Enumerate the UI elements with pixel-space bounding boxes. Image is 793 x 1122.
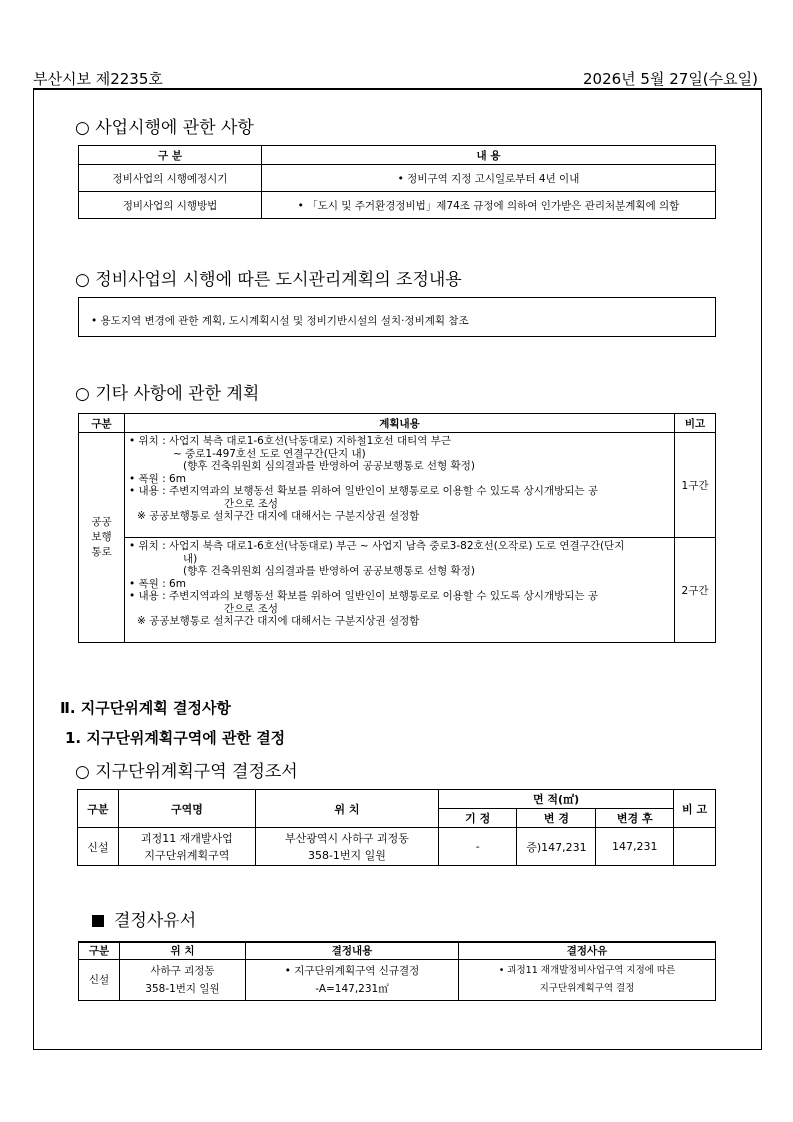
location-line: 사하구 괴정동	[150, 964, 215, 977]
plan-line: 간으로 조성	[224, 602, 279, 615]
plan-line: ※ 공공보행통로 설치구간 대지에 대해서는 구분지상권 설정함	[137, 615, 420, 627]
location-line: 358-1번지 일원	[145, 982, 220, 995]
plan-line: • 폭원 : 6m	[129, 472, 186, 485]
plan-line: • 위치 : 사업지 북측 대로1-6호선(낙동대로) 부근 ~ 사업지 남측 중로3-82호선(오작로) 도로 연결구간(단지	[129, 540, 625, 552]
row-location	[120, 959, 246, 1000]
content-line: -A=147,231㎡	[315, 982, 389, 995]
plan-content-1	[125, 433, 675, 538]
content-line: • 지구단위계획구역 신규결정	[284, 964, 420, 977]
location-line: 부산광역시 사하구 괴정동	[285, 831, 409, 845]
row-category: 신설	[78, 828, 119, 866]
row-location	[255, 828, 438, 866]
plan-content-2	[125, 538, 675, 643]
header-location: 위 치	[120, 942, 246, 959]
plan-line: • 위치 : 사업지 북측 대로1-6호선(낙동대로) 지하철1호선 대티역 부근	[129, 435, 452, 447]
header-note: 비 고	[674, 790, 716, 828]
row-content	[246, 959, 459, 1000]
name-line: 괴정11 재개발사업	[140, 831, 233, 845]
category-line: 공공	[91, 516, 112, 528]
location-line: 358-1번지 일원	[307, 848, 386, 862]
urban-plan-box: • 용도지역 변경에 관한 계획, 도시계획시설 및 정비기반시설의 설치·정비계획 참조	[78, 297, 716, 337]
plan-line: • 내용 : 주변지역과의 보행동선 확보를 위하여 일반인이 보행통로로 이용할 수 있도록 상시개방되는 공	[129, 485, 598, 497]
row-label: 정비사업의 시행예정시기	[79, 165, 262, 192]
plan-line: (향후 건축위원회 심의결과를 반영하여 공공보행통로 선형 확정)	[183, 460, 475, 472]
plan-note-1: 1구간	[675, 433, 716, 538]
district-table	[77, 789, 716, 866]
row-content: • 정비구역 지정 고시일로부터 4년 이내	[262, 165, 716, 192]
header-category: 구분	[79, 414, 125, 433]
header-plan: 계획내용	[125, 414, 675, 433]
header-location: 위 치	[255, 790, 438, 828]
row-change: 증)147,231	[517, 828, 596, 866]
reason-table	[78, 941, 716, 1001]
section-business-title: ○ 사업시행에 관한 사항	[75, 118, 254, 138]
category-cell	[79, 433, 125, 643]
plan-line: ※ 공공보행통로 설치구간 대지에 대해서는 구분지상권 설정함	[137, 510, 420, 522]
section-2-title: Ⅱ. 지구단위계획 결정사항	[60, 699, 231, 717]
header-after: 변경 후	[596, 809, 674, 828]
row-name	[118, 828, 255, 866]
plan-line: • 폭원 : 6m	[129, 577, 186, 590]
header-category: 구분	[79, 942, 120, 959]
bulletin-title: 부산시보 제2235호	[33, 70, 163, 88]
row-content: • 「도시 및 주거환경정비법」제74조 규정에 의하여 인가받은 관리처분계획에 의함	[262, 192, 716, 219]
row-reason	[459, 959, 716, 1000]
row-existing: -	[438, 828, 517, 866]
reason-title-text: 결정사유서	[114, 911, 197, 931]
plan-line: ~ 중로1-497호선 도로 연결구간(단지 내)	[173, 447, 366, 460]
plan-line: 간으로 조성	[224, 497, 279, 510]
other-plan-table	[78, 413, 716, 643]
bulletin-date: 2026년 5월 27일(수요일)	[583, 70, 758, 88]
reason-line: • 괴정11 재개발정비사업구역 지정에 따른	[498, 964, 676, 976]
row-label: 정비사업의 시행방법	[79, 192, 262, 219]
header-reason: 결정사유	[459, 942, 716, 959]
plan-line: (향후 건축위원회 심의결과를 반영하여 공공보행통로 선형 확정)	[183, 565, 475, 577]
header-area: 면 적(㎡)	[438, 790, 673, 809]
plan-line: 내)	[183, 552, 198, 565]
plan-note-2: 2구간	[675, 538, 716, 643]
header-content: 결정내용	[246, 942, 459, 959]
row-category: 신설	[79, 959, 120, 1000]
section-2-1-1-title: ○ 지구단위계획구역 결정조서	[75, 762, 298, 782]
square-bullet-icon	[92, 915, 104, 927]
section-other-title: ○ 기타 사항에 관한 계획	[75, 384, 260, 404]
header-category: 구 분	[79, 146, 262, 165]
reason-line: 지구단위계획구역 결정	[539, 982, 635, 994]
header-name: 구역명	[118, 790, 255, 828]
category-line: 통로	[91, 546, 112, 558]
business-table	[78, 145, 716, 219]
section-urban-title: ○ 정비사업의 시행에 따른 도시관리계획의 조정내용	[75, 270, 462, 290]
header-change: 변 경	[517, 809, 596, 828]
header-content: 내 용	[262, 146, 716, 165]
reason-title	[92, 906, 196, 931]
header-category: 구분	[78, 790, 119, 828]
row-note	[674, 828, 716, 866]
plan-line: • 내용 : 주변지역과의 보행동선 확보를 위하여 일반인이 보행통로로 이용할 수 있도록 상시개방되는 공	[129, 590, 598, 602]
section-2-1-title: 1. 지구단위계획구역에 관한 결정	[65, 729, 286, 747]
header-note: 비고	[675, 414, 716, 433]
row-after: 147,231	[596, 828, 674, 866]
header-existing: 기 정	[438, 809, 517, 828]
category-line: 보행	[91, 531, 112, 543]
name-line: 지구단위계획구역	[144, 848, 230, 862]
